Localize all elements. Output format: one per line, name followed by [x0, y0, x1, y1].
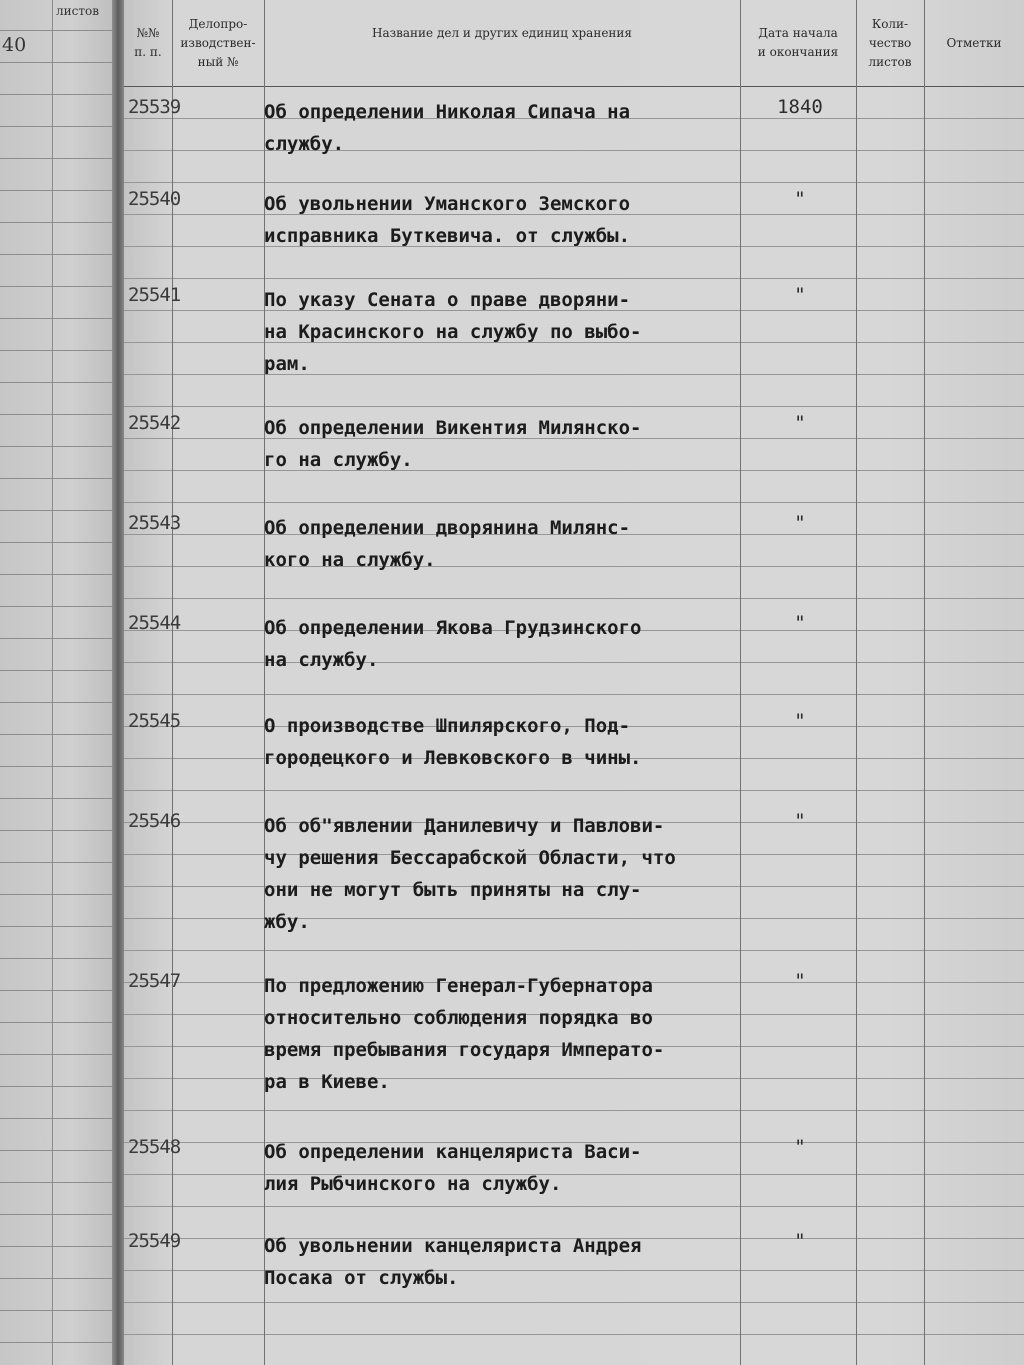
entry-number: 25539: [128, 96, 181, 118]
entry-title: Об определении Якова Грудзинского на службу.: [264, 617, 642, 671]
register-page: [124, 0, 1024, 1365]
left-page-rule: [0, 958, 118, 959]
entry-date: ": [794, 1136, 806, 1158]
left-page-rule: [0, 1054, 118, 1055]
left-page-rule: [0, 1150, 118, 1151]
entry-title: Об об"явлении Данилевичу и Павлови- чу решения Бессарабской Области, что они не могут быть приняты на слу- жбу.: [264, 815, 676, 933]
entry-number: 25543: [128, 512, 181, 534]
left-page-rule: [0, 798, 118, 799]
row-rule: [124, 790, 1024, 791]
left-page-rule: [0, 670, 118, 671]
entry-date: ": [794, 188, 806, 210]
entry-title: О производстве Шпилярского, Под- городецкого и Левковского в чины.: [264, 715, 642, 769]
header-rule: [124, 86, 1024, 87]
row-rule: [124, 1334, 1024, 1335]
left-page-rule: [0, 30, 118, 31]
left-page-rule: [0, 222, 118, 223]
entry-number: 25549: [128, 1230, 181, 1252]
left-page-rule: [0, 990, 118, 991]
left-page-rule: [0, 638, 118, 639]
entry-number: 25546: [128, 810, 181, 832]
left-page-rule: [0, 1342, 118, 1343]
left-page-rule: [0, 702, 118, 703]
entry-date: 1840: [777, 96, 823, 118]
left-page-rule: [0, 94, 118, 95]
left-page-edge: [0, 0, 118, 1365]
entry-title: Об определении дворянина Милянс- кого на службу.: [264, 517, 631, 571]
entry-number: 25545: [128, 710, 181, 732]
table-header: [124, 0, 1024, 86]
left-page-rule: [0, 542, 118, 543]
left-page-rule: [0, 190, 118, 191]
row-rule: [124, 1110, 1024, 1111]
left-page-rule: [0, 158, 118, 159]
entry-date: ": [794, 284, 806, 306]
header-title: Название дел и других единиц хранения: [371, 26, 632, 40]
entry-title: Об увольнении канцеляриста Андрея Посака от службы.: [264, 1235, 642, 1289]
row-rule: [124, 598, 1024, 599]
left-page-rule: [0, 286, 118, 287]
entry-title: Об определении канцеляриста Васи- лия Рыбчинского на службу.: [264, 1141, 642, 1195]
entry-number: 25540: [128, 188, 181, 210]
column-divider: [856, 0, 857, 1365]
entry-date: ": [794, 1230, 806, 1252]
column-divider: [924, 0, 925, 1365]
entry-date: ": [794, 512, 806, 534]
entry-date: ": [794, 710, 806, 732]
left-page-rule: [0, 1118, 118, 1119]
entry-number: 25541: [128, 284, 181, 306]
entry-title: По предложению Генерал-Губернатора относительно соблюдения порядка во время пребывания государя Императо- ра в Киеве.: [264, 975, 665, 1093]
left-page-rule: [0, 62, 118, 63]
row-rule: [124, 950, 1024, 951]
header-sheets: Коли- чество листов: [868, 16, 912, 69]
left-page-rule: [0, 1278, 118, 1279]
entry-number: 25542: [128, 412, 181, 434]
left-page-number: 40: [2, 34, 27, 56]
left-page-rule: [0, 414, 118, 415]
header-office-number: Делопро- изводствен- ный №: [180, 16, 256, 69]
left-page-rule: [0, 318, 118, 319]
left-page-rule: [0, 830, 118, 831]
left-page-rule: [0, 926, 118, 927]
left-page-rule: [0, 574, 118, 575]
row-rule: [124, 502, 1024, 503]
row-rule: [124, 278, 1024, 279]
entry-date: ": [794, 970, 806, 992]
entry-title: По указу Сената о праве дворяни- на Красинского на службу по выбо- рам.: [264, 289, 642, 375]
entry-number: 25544: [128, 612, 181, 634]
left-page-rule: [0, 1022, 118, 1023]
left-page-rule: [0, 350, 118, 351]
left-page-rule: [0, 1182, 118, 1183]
left-page-column-line: [52, 0, 53, 1365]
entry-date: ": [794, 412, 806, 434]
entry-title: Об увольнении Уманского Земского исправника Буткевича. от службы.: [264, 193, 631, 247]
row-rule: [124, 694, 1024, 695]
row-rule: [124, 182, 1024, 183]
left-page-rule: [0, 254, 118, 255]
left-page-rule: [0, 126, 118, 127]
header-dates: Дата начала и окончания: [757, 26, 839, 59]
entry-title: Об определении Николая Сипача на службу.: [264, 101, 631, 155]
left-page-rule: [0, 1246, 118, 1247]
left-page-rule: [0, 478, 118, 479]
left-page-rule: [0, 894, 118, 895]
left-page-rule: [0, 1214, 118, 1215]
header-number: №№ п. п.: [134, 26, 162, 59]
entry-date: ": [794, 612, 806, 634]
left-page-rule: [0, 1310, 118, 1311]
left-page-rule: [0, 606, 118, 607]
left-page-header: листов: [56, 4, 99, 18]
left-page-rule: [0, 766, 118, 767]
row-rule: [124, 1302, 1024, 1303]
row-rule: [124, 1206, 1024, 1207]
left-page-rule: [0, 446, 118, 447]
left-page-rule: [0, 510, 118, 511]
entry-date: ": [794, 810, 806, 832]
left-page-rule: [0, 734, 118, 735]
entry-number: 25548: [128, 1136, 181, 1158]
left-page-rule: [0, 1086, 118, 1087]
row-rule: [124, 406, 1024, 407]
left-page-rule: [0, 862, 118, 863]
entry-number: 25547: [128, 970, 181, 992]
entry-title: Об определении Викентия Милянско- го на службу.: [264, 417, 642, 471]
header-notes: Отметки: [946, 35, 1002, 50]
left-page-rule: [0, 382, 118, 383]
